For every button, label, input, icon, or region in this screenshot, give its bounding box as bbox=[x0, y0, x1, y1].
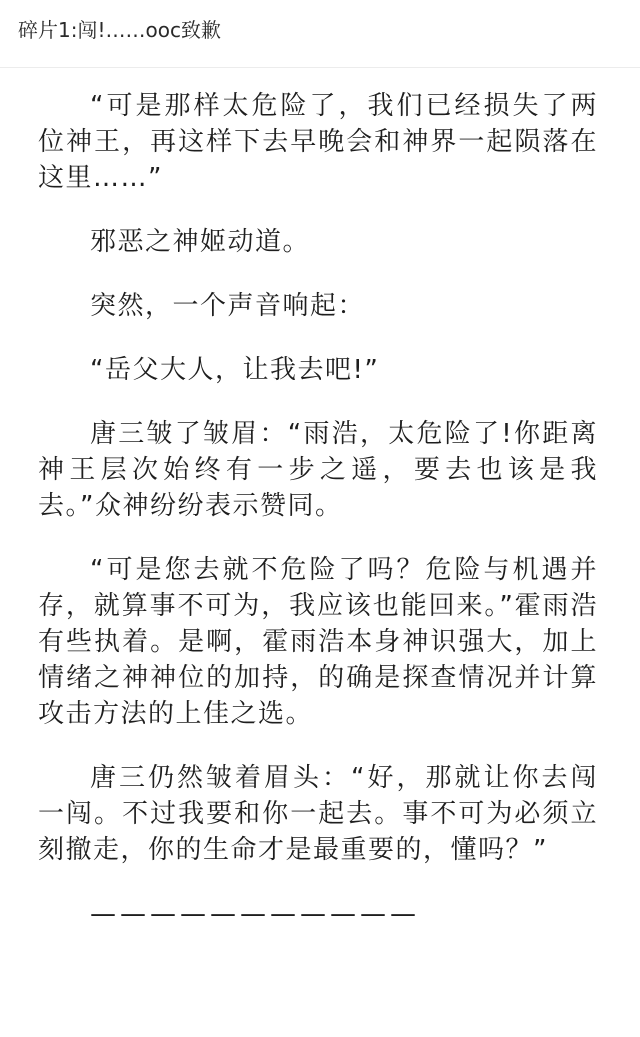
paragraph: 唐三皱了皱眉：“雨浩，太危险了!你距离神王层次始终有一步之遥，要去也该是我去。”众神纷纷表示赞同。 bbox=[38, 419, 598, 521]
page-title: 碎片1:闯!……ooc致歉 bbox=[18, 18, 221, 42]
page-header bbox=[0, 0, 640, 68]
paragraph: “岳父大人，让我去吧!” bbox=[90, 355, 380, 385]
paragraph: 邪恶之神姬动道。 bbox=[90, 227, 311, 257]
paragraph: “可是那样太危险了，我们已经损失了两位神王，再这样下去早晚会和神界一起陨落在这里……” bbox=[38, 91, 598, 193]
article-body bbox=[38, 88, 598, 932]
paragraph: “可是您去就不危险了吗？危险与机遇并存，就算事不可为，我应该也能回来。”霍雨浩有些执着。是啊，霍雨浩本身神识强大，加上情绪之神神位的加持，的确是探查情况并计算攻击方法的上佳之选。 bbox=[38, 555, 598, 729]
section-divider: ——————————— bbox=[90, 899, 420, 929]
paragraph: 突然，一个声音响起： bbox=[90, 291, 366, 321]
paragraph: 唐三仍然皱着眉头：“好，那就让你去闯一闯。不过我要和你一起去。事不可为必须立刻撤走，你的生命才是最重要的，懂吗？” bbox=[38, 763, 598, 865]
